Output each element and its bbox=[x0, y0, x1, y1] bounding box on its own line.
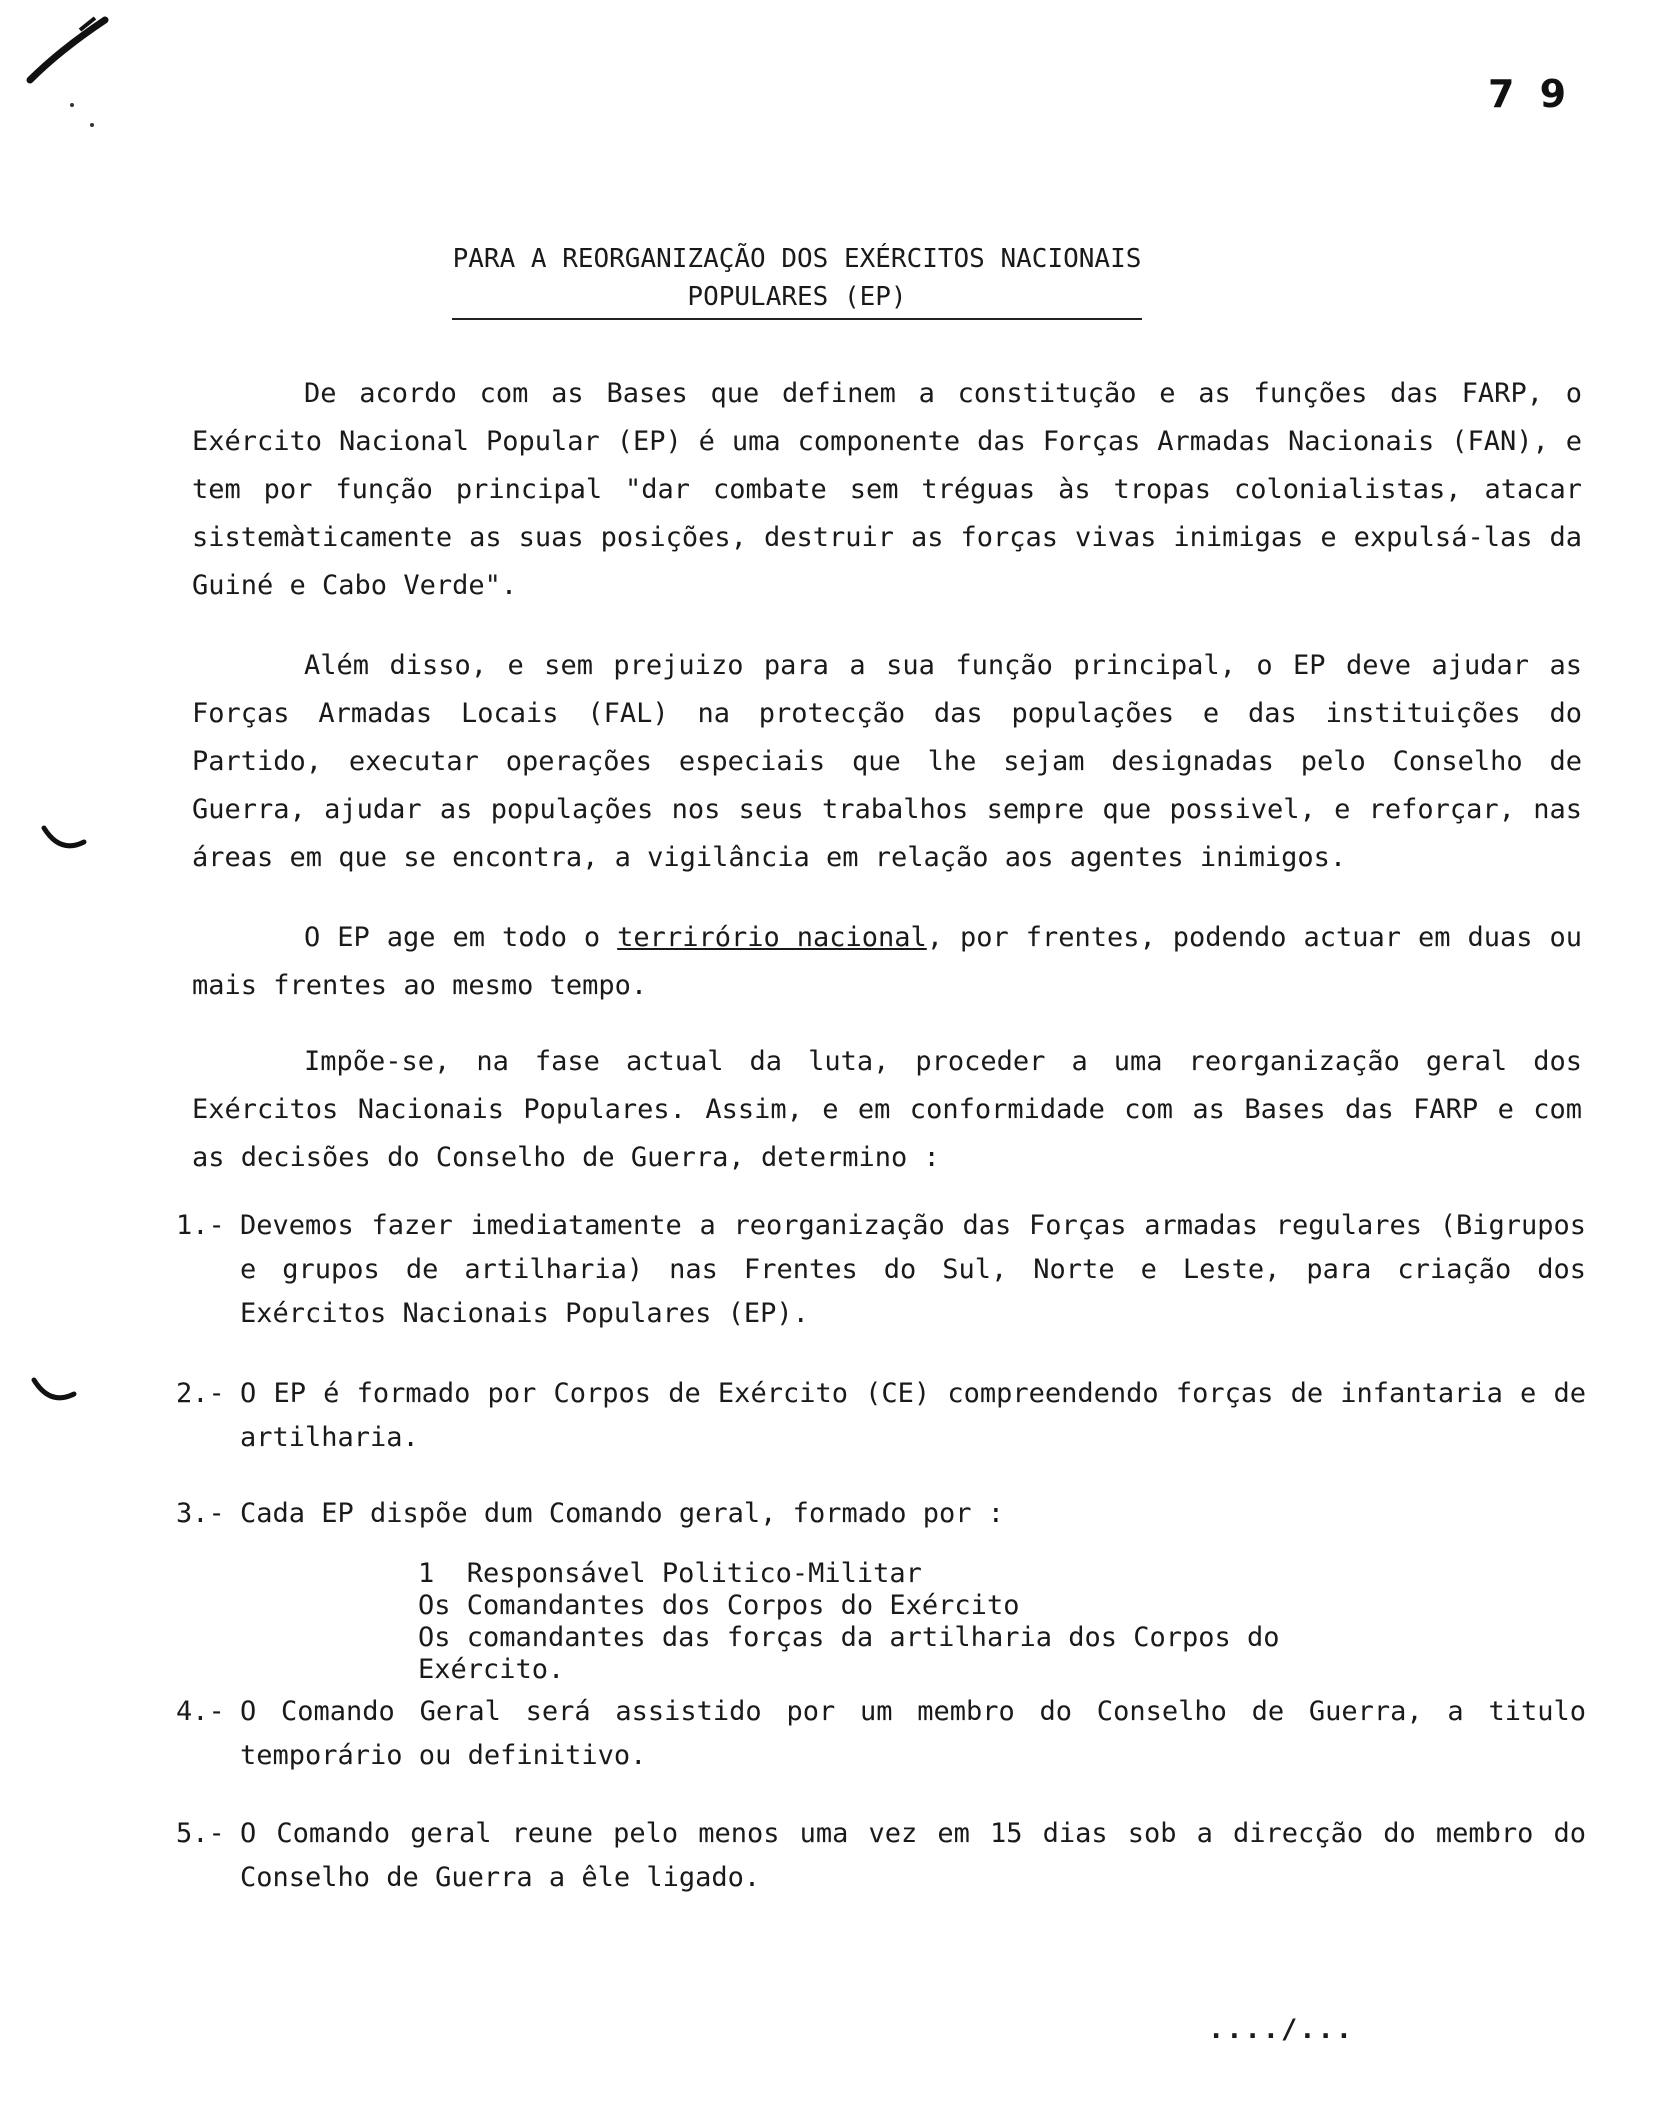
list-item-number: 3.- bbox=[176, 1498, 225, 1529]
list-item-number: 4.- bbox=[176, 1696, 225, 1727]
list-item-text: O Comando geral reune pelo menos uma vez em 15 dias sob a direcção do membro do Conselho de Guerra a êle ligado. bbox=[240, 1818, 1586, 1893]
page-number: 7 9 bbox=[1488, 72, 1573, 116]
list-item bbox=[176, 1812, 1586, 1900]
command-member: 1 Responsável Politico-Militar bbox=[418, 1558, 922, 1589]
list-item-number: 5.- bbox=[176, 1818, 225, 1849]
title-line-2: POPULARES (EP) bbox=[687, 282, 907, 312]
command-members-list bbox=[418, 1558, 1418, 1686]
list-item-text: O Comando Geral será assistido por um membro do Conselho de Guerra, a titulo temporário ou definitivo. bbox=[240, 1696, 1586, 1771]
paragraph-3 bbox=[192, 914, 1582, 1010]
list-item-number: 1.- bbox=[176, 1210, 225, 1241]
underlined-phrase: terrirório nacional bbox=[617, 922, 927, 953]
list-item bbox=[176, 1492, 1586, 1536]
list-item-text: O EP é formado por Corpos de Exército (CE) compreendendo forças de infantaria e de artilharia. bbox=[240, 1378, 1586, 1453]
paragraph-4: Impõe-se, na fase actual da luta, proceder a uma reorganização geral dos Exércitos Nacionais Populares. Assim, e em conformidade com as Bases das FARP e com as decisões do Conselho de Guerra, determino : bbox=[192, 1046, 1582, 1173]
paragraph-3-start: O EP age em todo o bbox=[304, 922, 618, 953]
command-member: Os comandantes das forças da artilharia dos Corpos do Exército. bbox=[418, 1622, 1280, 1685]
title-line-1: PARA A REORGANIZAÇÃO DOS EXÉRCITOS NACIONAIS bbox=[452, 244, 1142, 274]
document-title bbox=[452, 240, 1142, 320]
binder-hole-mark bbox=[30, 1372, 80, 1412]
paragraph-3-end: , por frentes, podendo actuar em duas ou mais frentes ao mesmo tempo. bbox=[192, 922, 1582, 1001]
list-item bbox=[176, 1204, 1586, 1336]
ink-smudge-mark bbox=[20, 0, 120, 140]
list-item-text: Cada EP dispõe dum Comando geral, formado por : bbox=[240, 1498, 1005, 1529]
list-item bbox=[176, 1372, 1586, 1460]
list-item-number: 2.- bbox=[176, 1378, 225, 1409]
list-item bbox=[176, 1690, 1586, 1778]
title-underline bbox=[452, 318, 1142, 320]
binder-hole-mark bbox=[40, 820, 90, 860]
paragraph-1: De acordo com as Bases que definem a constitução e as funções das FARP, o Exército Nacional Popular (EP) é uma componente das Forças Armadas Nacionais (FAN), e tem por função principal "dar combate sem tréguas às tropas colonialistas, atacar sistemàticamente as suas posições, destruir as forças vivas inimigas e expulsá-las da Guiné e Cabo Verde". bbox=[192, 378, 1582, 601]
continuation-mark: ..../... bbox=[1208, 2014, 1355, 2045]
list-item-text: Devemos fazer imediatamente a reorganização das Forças armadas regulares (Bigrupos e grupos de artilharia) nas Frentes do Sul, Norte e Leste, para criação dos Exércitos Nacionais Populares (EP). bbox=[240, 1210, 1586, 1329]
command-member: Os Comandantes dos Corpos do Exército bbox=[418, 1590, 1020, 1621]
paragraph-2: Além disso, e sem prejuizo para a sua função principal, o EP deve ajudar as Forças Armadas Locais (FAL) na protecção das populações e das instituições do Partido, executar operações especiais que lhe sejam designadas pelo Conselho de Guerra, ajudar as populações nos seus trabalhos sempre que possivel, e reforçar, nas áreas em que se encontra, a vigilância em relação aos agentes inimigos. bbox=[192, 650, 1582, 873]
